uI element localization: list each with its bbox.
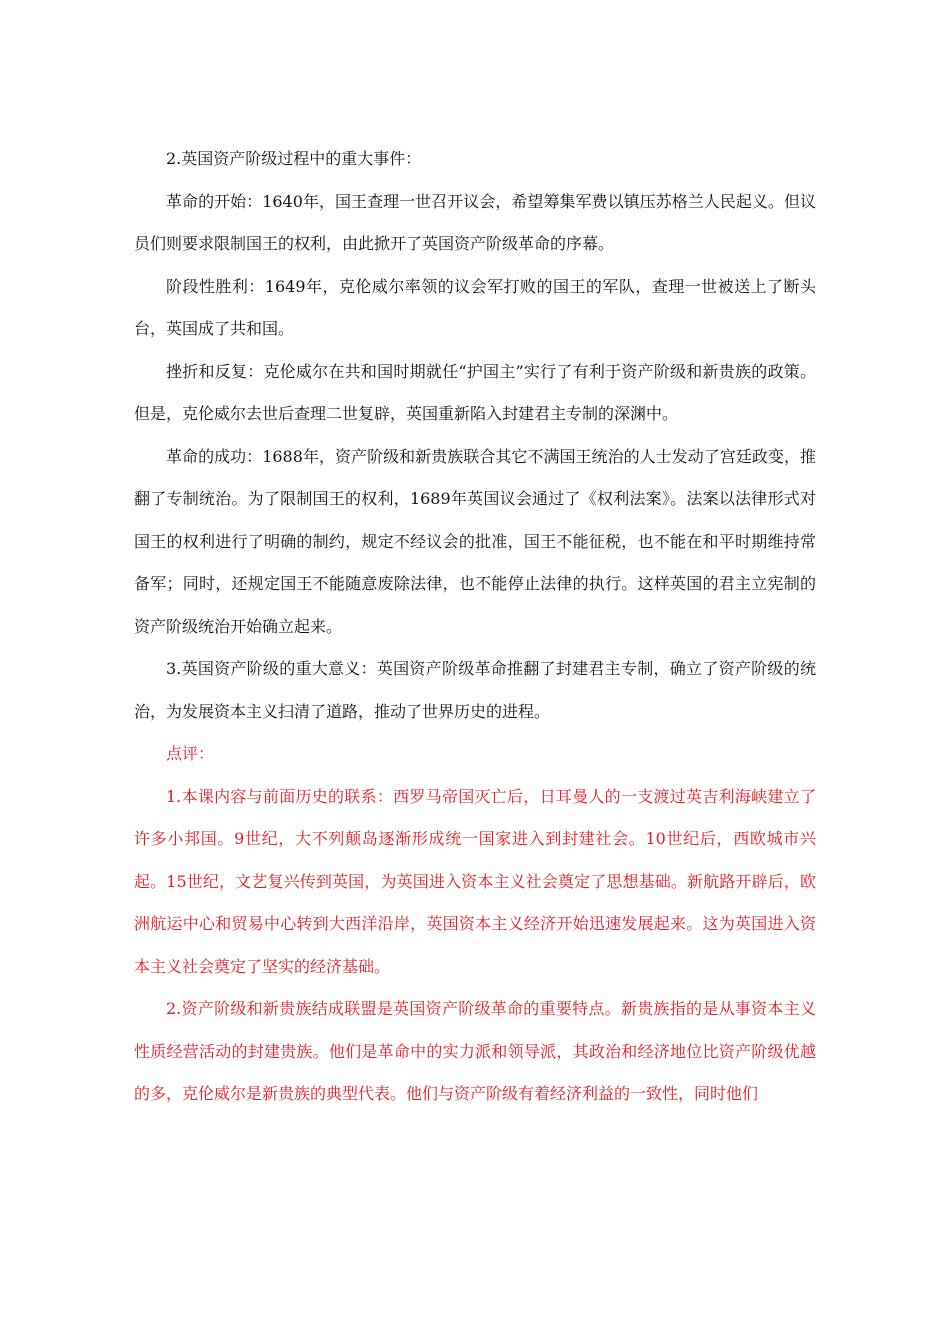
paragraph-revolution-start: 革命的开始：1640年，国王查理一世召开议会，希望筹集军费以镇压苏格兰人民起义。但议员们则要求限制国王的权利，由此掀开了英国资产阶级革命的序幕。 [134,191,816,253]
comment-paragraph-1: 1.本课内容与前面历史的联系：西罗马帝国灭亡后，日耳曼人的一支渡过英吉利海峡建立了许多小邦国。9世纪，大不列颠岛逐渐形成统一国家进入到封建社会。10世纪后，西欧城市兴起。15世纪，文艺复兴传到英国，为英国进入资本主义社会奠定了思想基础。新航路开辟后，欧洲航运中心和贸易中心转到大西洋沿岸，英国资本主义经济开始迅速发展起来。这为英国进入资本主义社会奠定了坚实的经济基础。 [134,786,816,976]
document-body [134,138,816,1116]
paragraph-setback: 挫折和反复：克伦威尔在共和国时期就任“护国主”实行了有利于资产阶级和新贵族的政策。但是，克伦威尔去世后查理二世复辟，英国重新陷入封建君主专制的深渊中。 [134,361,816,423]
events-heading: 2.英国资产阶级过程中的重大事件： [166,149,422,168]
paragraph-stage-victory: 阶段性胜利：1649年，克伦威尔率领的议会军打败的国王的军队，查理一世被送上了断头台，英国成了共和国。 [134,276,816,338]
paragraph-success: 革命的成功：1688年，资产阶级和新贵族联合其它不满国王统治的人士发动了宫廷政变，推翻了专制统治。为了限制国王的权利，1689年英国议会通过了《权利法案》。法案以法律形式对国王的权利进行了明确的制约，规定不经议会的批准，国王不能征税，也不能在和平时期维持常备军；同时，还规定国王不能随意废除法律，也不能停止法律的执行。这样英国的君主立宪制的资产阶级统治开始确立起来。 [134,446,816,636]
comment-paragraph-2: 2.资产阶级和新贵族结成联盟是英国资产阶级革命的重要特点。新贵族指的是从事资本主义性质经营活动的封建贵族。他们是革命中的实力派和领导派，其政治和经济地位比资产阶级优越的多，克伦威尔是新贵族的典型代表。他们与资产阶级有着经济利益的一致性，同时他们 [134,999,816,1103]
paragraph-significance: 3.英国资产阶级的重大意义：英国资产阶级革命推翻了封建君主专制，确立了资产阶级的统治，为发展资本主义扫清了道路，推动了世界历史的进程。 [134,659,816,721]
comment-heading: 点评： [166,744,215,763]
